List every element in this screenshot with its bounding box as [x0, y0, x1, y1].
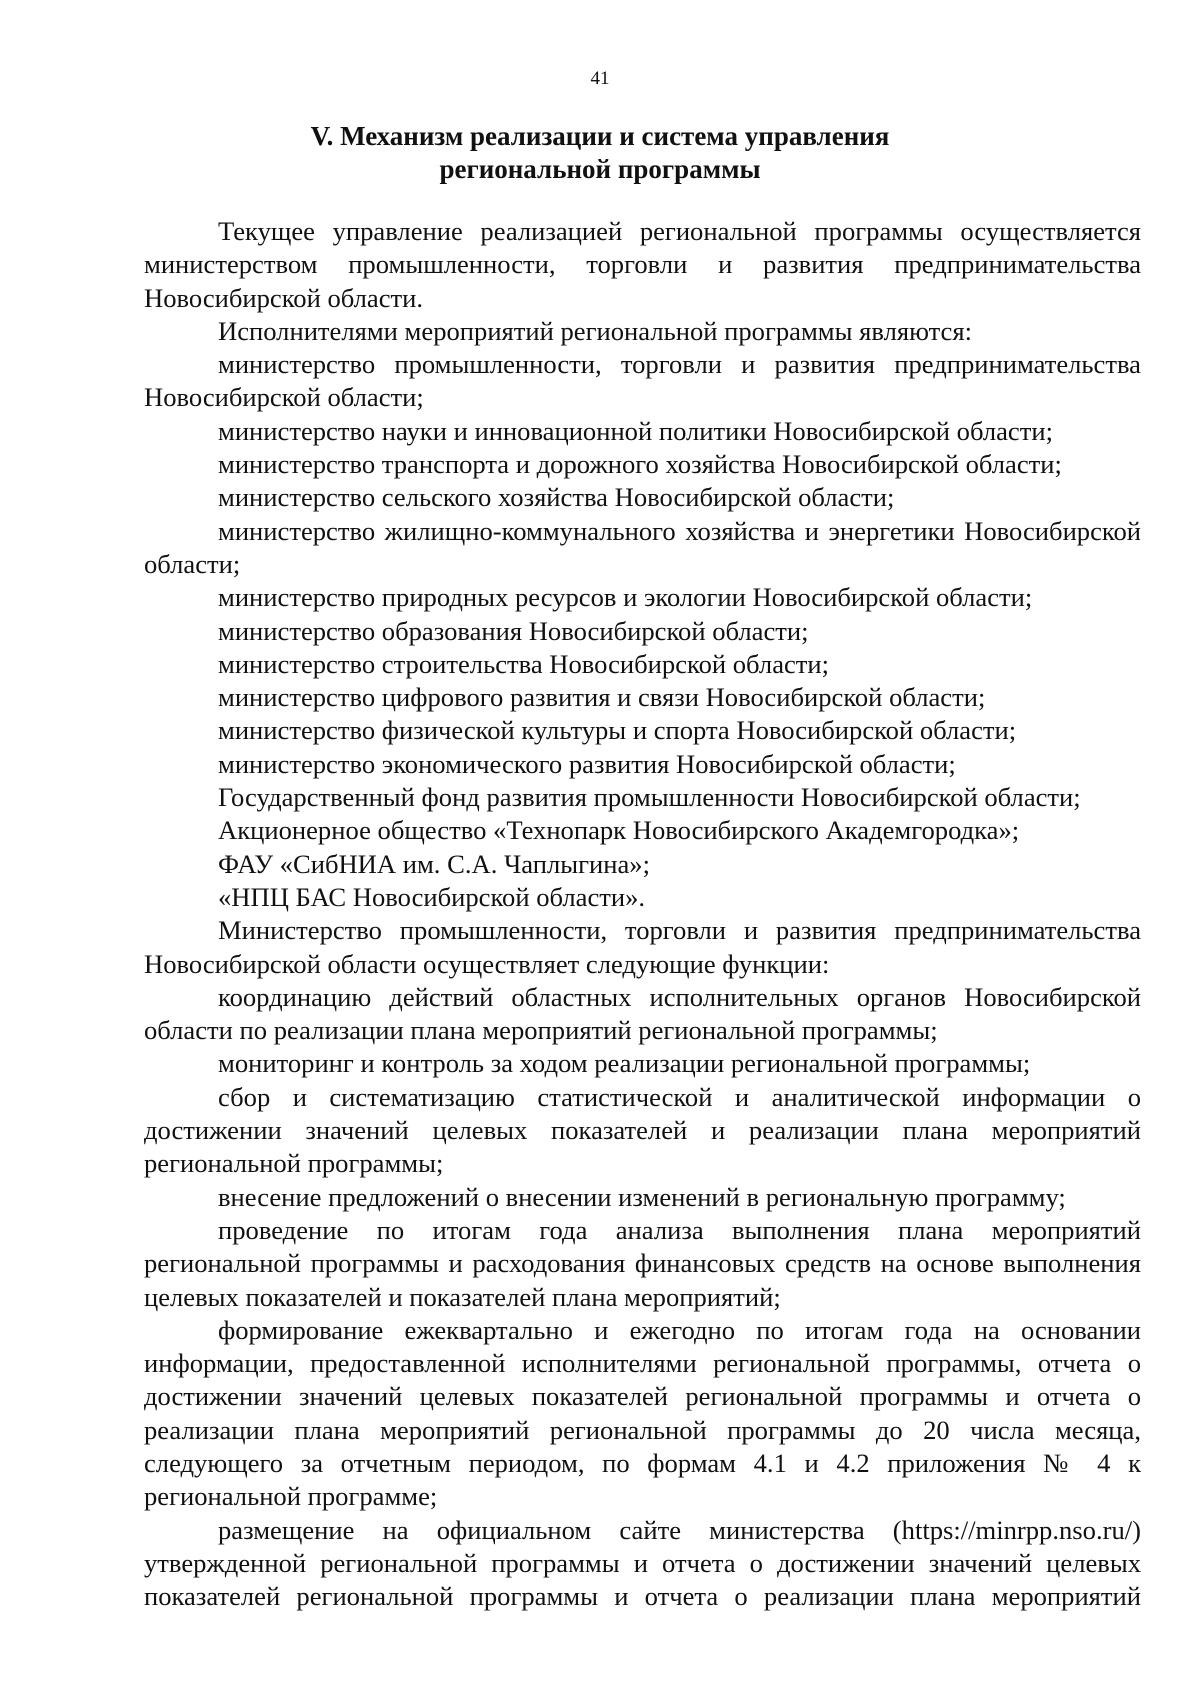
- paragraph: министерство сельского хозяйства Новосибирской области;: [218, 482, 895, 513]
- paragraph: ФАУ «СибНИА им. С.А. Чаплыгина»;: [218, 848, 650, 879]
- paragraph: министерство экономического развития Новосибирской области;: [218, 748, 956, 779]
- paragraph: внесение предложений о внесении изменений в региональную программу;: [218, 1181, 1066, 1212]
- paragraph: министерство природных ресурсов и экологии Новосибирской области;: [218, 582, 1033, 613]
- paragraph: Государственный фонд развития промышленности Новосибирской области;: [218, 782, 1081, 813]
- body-text: [144, 215, 1141, 1613]
- section-heading-line-1: V. Механизм реализации и система управления: [310, 121, 890, 151]
- paragraph: министерство жилищно-коммунального хозяйства и энергетики Новосибирской области;: [144, 515, 1141, 579]
- section-heading: [0, 120, 1200, 186]
- paragraph: Министерство промышленности, торговли и развития предпринимательства Новосибирской области осуществляет следующие функции:: [144, 915, 1141, 979]
- paragraph: министерство строительства Новосибирской области;: [218, 648, 830, 679]
- paragraph: размещение на официальном сайте министерства (https://minrpp.nso.ru/) утвержденной региональной программы и отчета о достижении значений целевых показателей региональной программы и отчета о реализации плана мероприятий: [144, 1514, 1141, 1612]
- page-number: 41: [590, 68, 610, 89]
- paragraph: координацию действий областных исполнительных органов Новосибирской области по реализации плана мероприятий региональной программы;: [144, 981, 1141, 1046]
- paragraph: Исполнителями мероприятий региональной программы являются:: [218, 315, 972, 346]
- paragraph: министерство образования Новосибирской области;: [218, 615, 809, 646]
- paragraph: проведение по итогам года анализа выполнения плана мероприятий региональной программы и расходования финансовых средств на основе выполнения целевых показателей и показателей плана мероприятий;: [144, 1214, 1141, 1312]
- paragraph: министерство физической культуры и спорта Новосибирской области;: [218, 715, 1017, 746]
- paragraph: министерство транспорта и дорожного хозяйства Новосибирской области;: [218, 449, 1062, 480]
- section-heading-line-2: региональной программы: [439, 154, 761, 184]
- paragraph: мониторинг и контроль за ходом реализации региональной программы;: [218, 1048, 1031, 1079]
- paragraph: министерство промышленности, торговли и развития предпринимательства Новосибирской области;: [144, 349, 1141, 413]
- paragraph: Текущее управление реализацией региональной программы осуществляется министерством промышленности, торговли и развития предпринимательства Новосибирской области.: [144, 216, 1141, 313]
- paragraph: «НПЦ БАС Новосибирской области».: [218, 881, 646, 912]
- paragraph: министерство цифрового развития и связи Новосибирской области;: [218, 682, 986, 713]
- paragraph: формирование ежеквартально и ежегодно по итогам года на основании информации, предоставленной исполнителями региональной программы, отчета о достижении значений целевых показателей региональной программы и отчета о реализации плана мероприятий региональной программы до 20 числа месяца, следующего за отчетным периодом, по формам 4.1 и 4.2 приложения № 4 к региональной программе;: [144, 1314, 1141, 1512]
- paragraph: министерство науки и инновационной политики Новосибирской области;: [218, 415, 1053, 446]
- paragraph: сбор и систематизацию статистической и аналитической информации о достижении значений целевых показателей и реализации плана мероприятий региональной программы;: [144, 1081, 1141, 1179]
- paragraph: Акционерное общество «Технопарк Новосибирского Академгородка»;: [218, 815, 1020, 846]
